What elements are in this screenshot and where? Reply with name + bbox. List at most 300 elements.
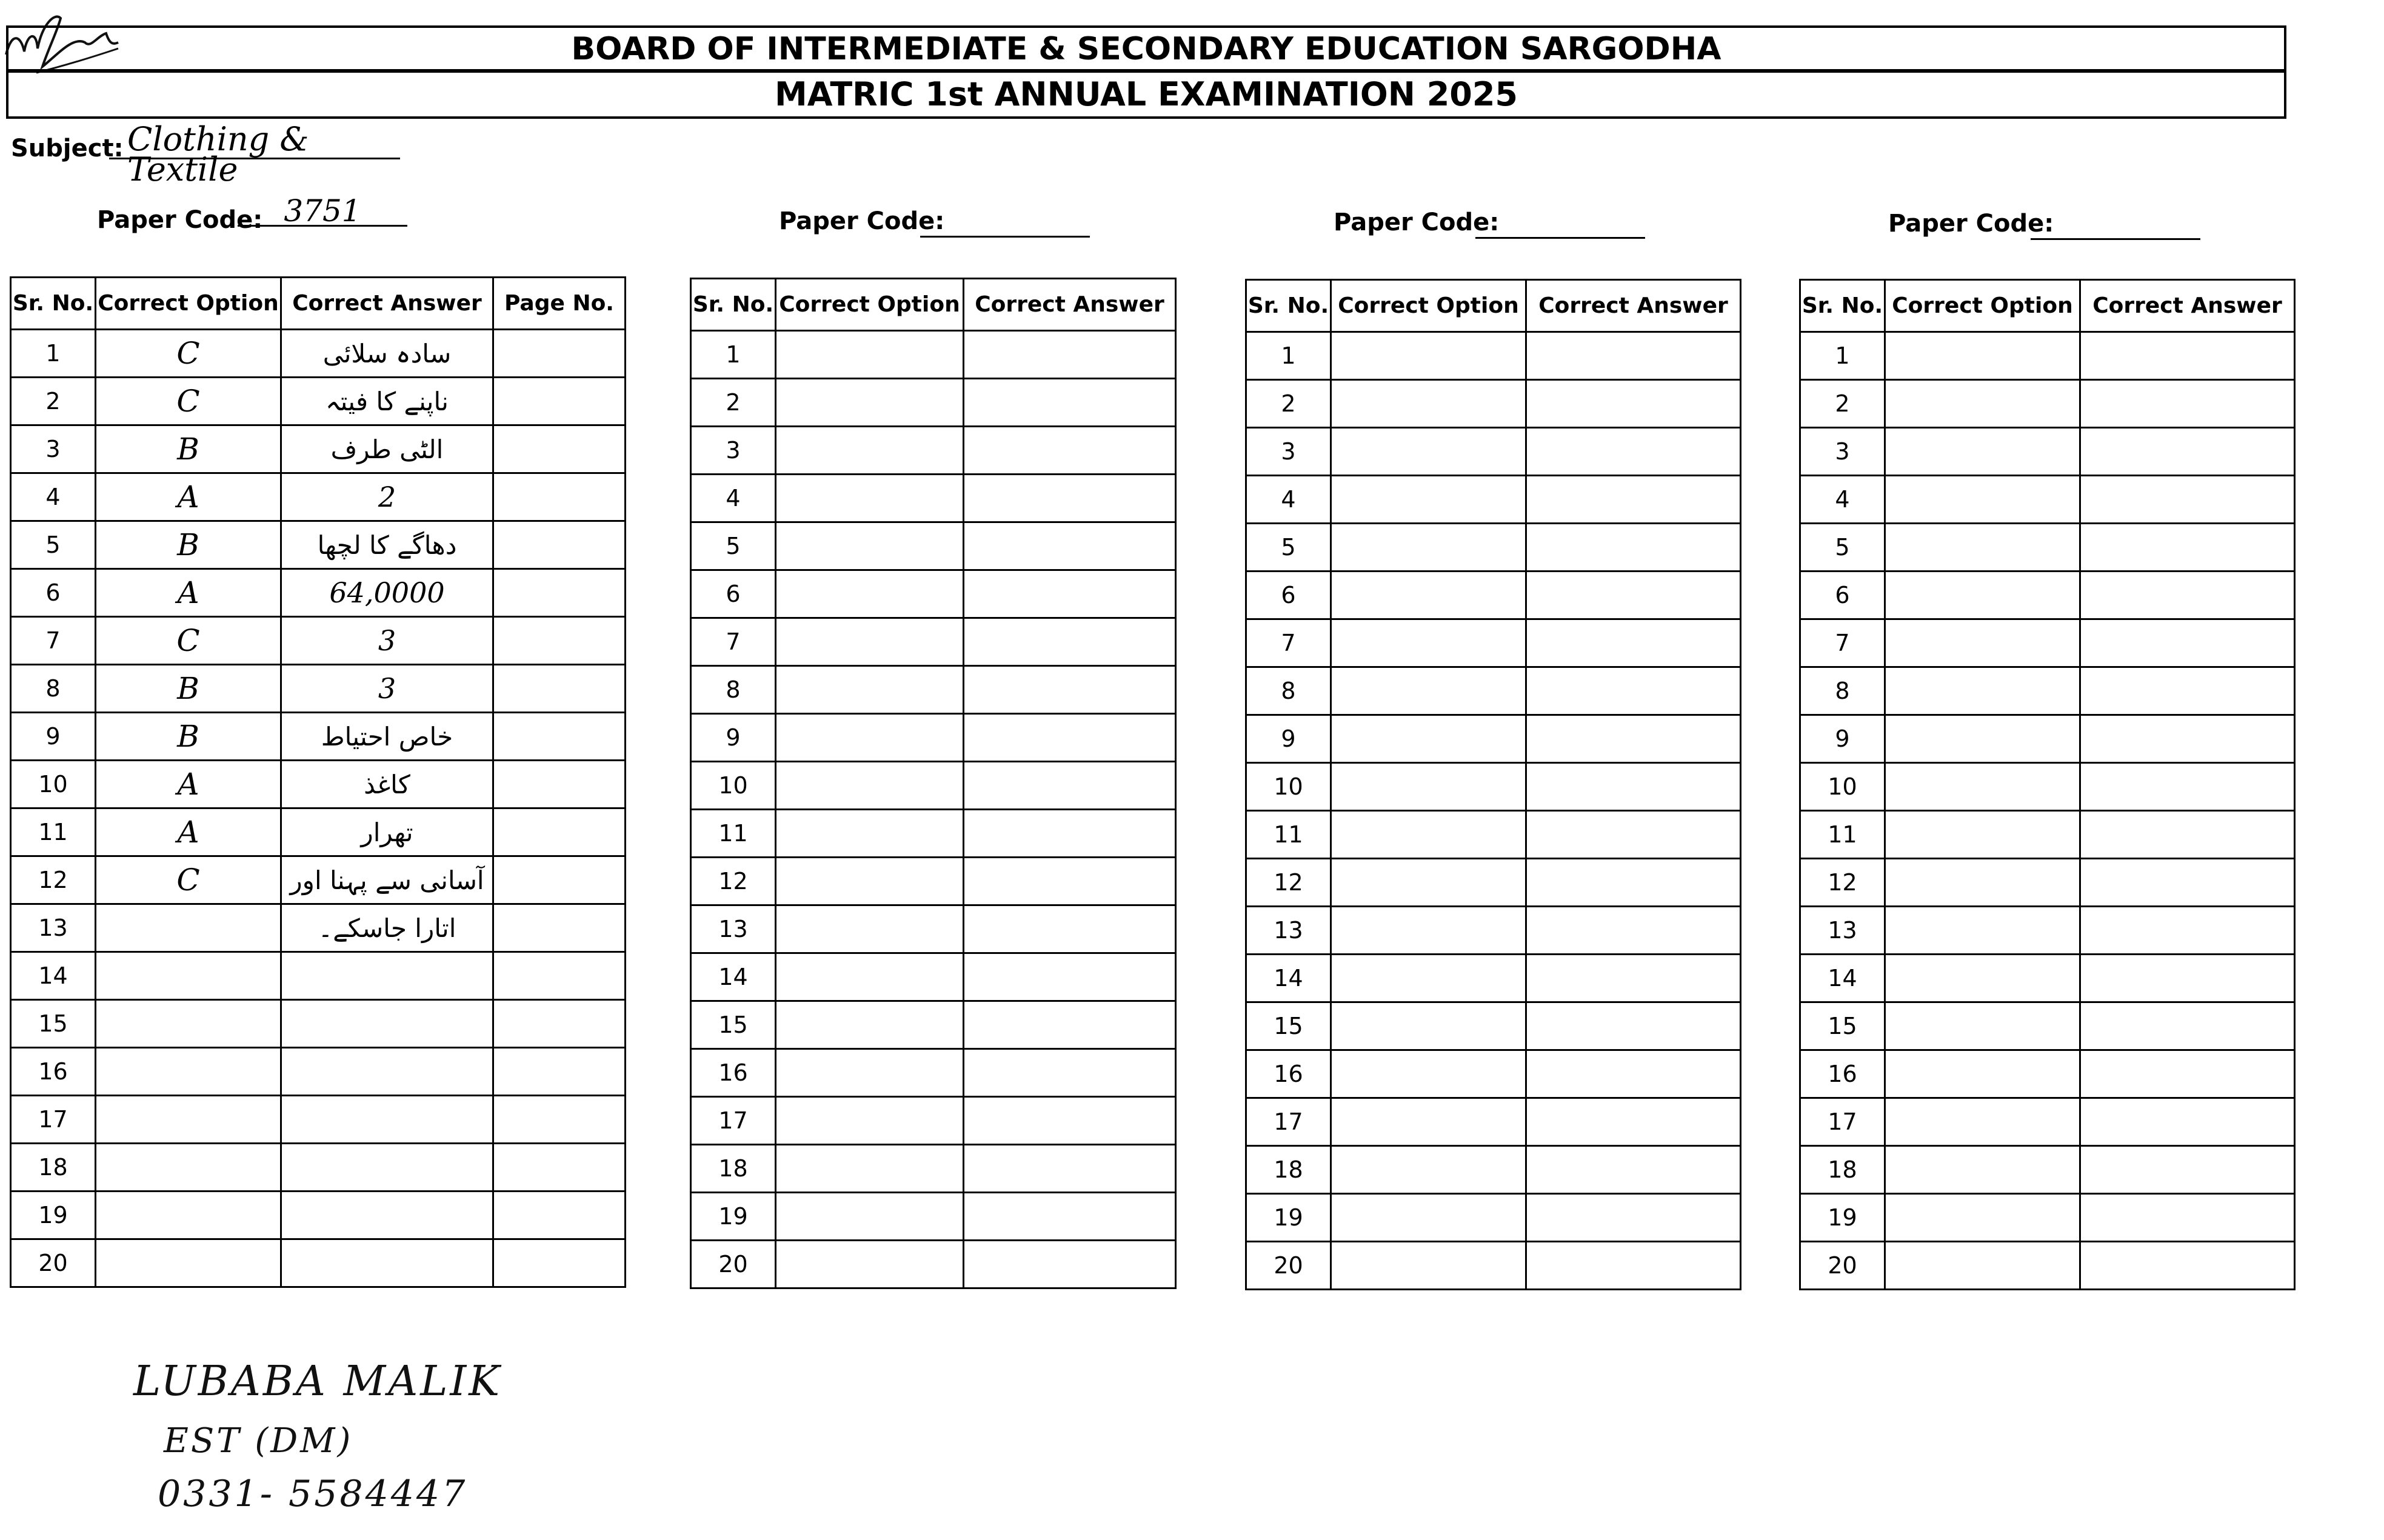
correct-option-cell: B	[96, 665, 281, 713]
correct-option-cell	[776, 522, 964, 570]
correct-option-cell: B	[96, 713, 281, 761]
table-row	[691, 762, 1176, 810]
correct-option-cell	[1331, 667, 1526, 715]
sr-no-cell: 10	[1800, 763, 1885, 811]
page-no-cell	[493, 569, 626, 617]
paper-code-label-1: Paper Code:	[97, 206, 263, 234]
correct-answer-cell	[1526, 1002, 1741, 1050]
table-row	[691, 427, 1176, 475]
sr-no-cell: 10	[691, 762, 776, 810]
table-row	[691, 858, 1176, 905]
correct-answer-cell: تھرار	[281, 808, 493, 856]
page-no-cell	[493, 425, 626, 473]
sr-no-cell: 12	[11, 856, 96, 904]
sr-no-cell: 5	[691, 522, 776, 570]
correct-option-cell	[776, 666, 964, 714]
correct-answer-cell	[2080, 524, 2295, 572]
page-no-cell	[493, 952, 626, 1000]
correct-answer-cell	[1526, 524, 1741, 572]
table-row	[11, 473, 626, 521]
sr-no-cell: 9	[1246, 715, 1331, 763]
correct-answer-cell	[964, 858, 1176, 905]
page-no-cell	[493, 473, 626, 521]
sr-no-cell: 6	[1800, 572, 1885, 619]
table-row	[1800, 619, 2295, 667]
header-sr-no: Sr. No.	[1246, 280, 1331, 332]
paper-code-label-2: Paper Code:	[779, 207, 945, 235]
correct-answer-cell	[964, 427, 1176, 475]
correct-option-cell	[1885, 1194, 2080, 1242]
signer-phone: 0331- 5584447	[158, 1473, 468, 1515]
sr-no-cell: 8	[1246, 667, 1331, 715]
page-no-cell	[493, 856, 626, 904]
table-row	[1246, 715, 1741, 763]
table-row	[1246, 1146, 1741, 1194]
correct-option-cell: B	[96, 521, 281, 569]
sr-no-cell: 11	[11, 808, 96, 856]
correct-answer-cell	[964, 905, 1176, 953]
correct-option-cell	[776, 475, 964, 522]
correct-option-cell	[776, 810, 964, 858]
correct-answer-cell	[1526, 1146, 1741, 1194]
header-sr-no: Sr. No.	[11, 278, 96, 330]
table-row	[691, 1097, 1176, 1145]
correct-answer-cell	[2080, 763, 2295, 811]
correct-option-cell	[1331, 811, 1526, 859]
sr-no-cell: 3	[691, 427, 776, 475]
correct-option-cell	[96, 1144, 281, 1192]
table-row	[1800, 1050, 2295, 1098]
correct-option-cell	[776, 1241, 964, 1288]
table-row	[1246, 476, 1741, 524]
correct-answer-cell	[964, 522, 1176, 570]
correct-answer-cell: دھاگے کا لچھا	[281, 521, 493, 569]
correct-answer-cell	[1526, 907, 1741, 955]
table-row	[1800, 1002, 2295, 1050]
correct-option-cell	[1331, 332, 1526, 380]
page-no-cell	[493, 1239, 626, 1287]
page-no-cell	[493, 1192, 626, 1239]
correct-option-cell: C	[96, 330, 281, 378]
correct-answer-cell: 64,0000	[281, 569, 493, 617]
table-row	[1246, 1002, 1741, 1050]
correct-option-cell	[1885, 619, 2080, 667]
sr-no-cell: 4	[1800, 476, 1885, 524]
table-row	[11, 1144, 626, 1192]
sr-no-cell: 13	[691, 905, 776, 953]
table-row	[1800, 907, 2295, 955]
correct-answer-cell	[2080, 907, 2295, 955]
correct-option-cell	[1885, 524, 2080, 572]
table-row	[11, 569, 626, 617]
correct-option-cell	[776, 331, 964, 379]
correct-option-cell	[1885, 572, 2080, 619]
signer-designation: EST (DM)	[164, 1421, 353, 1461]
table-row	[1246, 428, 1741, 476]
sr-no-cell: 16	[11, 1048, 96, 1096]
table-row	[1800, 572, 2295, 619]
table-row	[11, 713, 626, 761]
subject-label: Subject:	[11, 135, 124, 162]
correct-option-cell: A	[96, 761, 281, 808]
table-row	[1800, 715, 2295, 763]
correct-answer-cell	[1526, 1098, 1741, 1146]
correct-option-cell	[1885, 332, 2080, 380]
correct-option-cell	[776, 618, 964, 666]
table-row	[691, 331, 1176, 379]
correct-option-cell	[1885, 955, 2080, 1002]
correct-option-cell	[776, 905, 964, 953]
correct-option-cell	[1885, 428, 2080, 476]
subject-value: Clothing & Textile	[109, 124, 400, 159]
correct-option-cell	[1331, 428, 1526, 476]
sr-no-cell: 20	[11, 1239, 96, 1287]
table-row	[11, 378, 626, 425]
correct-answer-cell	[1526, 859, 1741, 907]
correct-answer-cell	[2080, 859, 2295, 907]
table-row	[11, 1096, 626, 1144]
correct-option-cell	[1885, 907, 2080, 955]
correct-option-cell	[1885, 811, 2080, 859]
table-row	[11, 617, 626, 665]
correct-answer-cell	[2080, 476, 2295, 524]
correct-answer-cell	[1526, 1194, 1741, 1242]
correct-answer-cell	[2080, 1050, 2295, 1098]
sr-no-cell: 19	[691, 1193, 776, 1241]
sr-no-cell: 18	[11, 1144, 96, 1192]
correct-option-cell	[1331, 572, 1526, 619]
table-row	[691, 1049, 1176, 1097]
page-no-cell	[493, 1096, 626, 1144]
sr-no-cell: 3	[1246, 428, 1331, 476]
table-row	[1800, 1194, 2295, 1242]
correct-answer-cell: آسانی سے پہنا اور	[281, 856, 493, 904]
paper-code-value-4	[2031, 208, 2200, 240]
header-correct-option: Correct Option	[776, 279, 964, 331]
correct-option-cell	[96, 1096, 281, 1144]
paper-code-value-3	[1475, 207, 1645, 239]
correct-answer-cell	[2080, 380, 2295, 428]
page-no-cell	[493, 665, 626, 713]
sr-no-cell: 19	[11, 1192, 96, 1239]
sr-no-cell: 1	[691, 331, 776, 379]
sr-no-cell: 2	[1246, 380, 1331, 428]
correct-option-cell: C	[96, 378, 281, 425]
header-correct-answer: Correct Answer	[1526, 280, 1741, 332]
correct-answer-cell	[2080, 1098, 2295, 1146]
correct-option-cell	[1885, 763, 2080, 811]
sr-no-cell: 14	[691, 953, 776, 1001]
correct-option-cell: C	[96, 856, 281, 904]
page-no-cell	[493, 1048, 626, 1096]
correct-answer-cell	[964, 666, 1176, 714]
correct-answer-cell	[964, 331, 1176, 379]
table-row	[1246, 1194, 1741, 1242]
sr-no-cell: 17	[1800, 1098, 1885, 1146]
correct-option-cell	[96, 904, 281, 952]
correct-answer-cell	[964, 1193, 1176, 1241]
correct-answer-cell	[1526, 811, 1741, 859]
sr-no-cell: 11	[1800, 811, 1885, 859]
correct-answer-cell	[1526, 763, 1741, 811]
correct-answer-cell	[964, 1049, 1176, 1097]
correct-answer-cell	[281, 1144, 493, 1192]
correct-option-cell	[776, 1193, 964, 1241]
sr-no-cell: 7	[11, 617, 96, 665]
signer-name: LUBABA MALIK	[133, 1358, 503, 1405]
correct-answer-cell	[1526, 715, 1741, 763]
correct-option-cell	[1331, 1242, 1526, 1290]
table-row	[691, 810, 1176, 858]
correct-answer-cell	[2080, 1242, 2295, 1290]
sr-no-cell: 18	[1246, 1146, 1331, 1194]
sr-no-cell: 6	[1246, 572, 1331, 619]
correct-answer-cell	[964, 475, 1176, 522]
table-row	[1800, 332, 2295, 380]
correct-option-cell	[776, 953, 964, 1001]
correct-option-cell	[776, 379, 964, 427]
sr-no-cell: 19	[1246, 1194, 1331, 1242]
sr-no-cell: 15	[1246, 1002, 1331, 1050]
table-row	[1246, 332, 1741, 380]
correct-option-cell	[776, 1049, 964, 1097]
correct-option-cell	[96, 952, 281, 1000]
table-row	[11, 761, 626, 808]
sr-no-cell: 20	[691, 1241, 776, 1288]
correct-option-cell	[1331, 1050, 1526, 1098]
table-row	[11, 904, 626, 952]
correct-answer-cell: اتارا جاسکے۔	[281, 904, 493, 952]
exam-title: MATRIC 1st ANNUAL EXAMINATION 2025	[6, 69, 2286, 119]
sr-no-cell: 4	[11, 473, 96, 521]
correct-answer-cell	[1526, 1242, 1741, 1290]
correct-option-cell: A	[96, 808, 281, 856]
table-row	[691, 905, 1176, 953]
correct-option-cell	[96, 1000, 281, 1048]
correct-option-cell: A	[96, 569, 281, 617]
page-no-cell	[493, 1144, 626, 1192]
correct-option-cell: B	[96, 425, 281, 473]
table-row	[11, 521, 626, 569]
table-row	[1800, 1242, 2295, 1290]
sr-no-cell: 17	[11, 1096, 96, 1144]
table-row	[1246, 1050, 1741, 1098]
correct-option-cell	[96, 1192, 281, 1239]
page-no-cell	[493, 330, 626, 378]
sr-no-cell: 16	[1246, 1050, 1331, 1098]
header-correct-answer: Correct Answer	[281, 278, 493, 330]
sr-no-cell: 8	[11, 665, 96, 713]
table-row	[1246, 907, 1741, 955]
correct-answer-cell: 3	[281, 665, 493, 713]
answer-key-table-1	[10, 276, 626, 1288]
table-row	[11, 952, 626, 1000]
page-no-cell	[493, 378, 626, 425]
table-row	[691, 1145, 1176, 1193]
sr-no-cell: 13	[1800, 907, 1885, 955]
table-row	[691, 618, 1176, 666]
correct-option-cell	[1331, 1194, 1526, 1242]
sr-no-cell: 4	[691, 475, 776, 522]
table-row	[11, 1000, 626, 1048]
sr-no-cell: 14	[1800, 955, 1885, 1002]
table-row	[691, 1241, 1176, 1288]
table-row	[11, 665, 626, 713]
correct-option-cell	[776, 714, 964, 762]
board-title: BOARD OF INTERMEDIATE & SECONDARY EDUCATION SARGODHA	[6, 25, 2286, 73]
table-row	[1800, 955, 2295, 1002]
table-row	[691, 475, 1176, 522]
table-row	[11, 425, 626, 473]
table-row	[1246, 811, 1741, 859]
sr-no-cell: 5	[1800, 524, 1885, 572]
correct-option-cell: A	[96, 473, 281, 521]
table-row	[1246, 380, 1741, 428]
correct-answer-cell	[964, 714, 1176, 762]
correct-answer-cell: کاغذ	[281, 761, 493, 808]
answer-key-table-4	[1799, 279, 2296, 1290]
header-correct-option: Correct Option	[1885, 280, 2080, 332]
table-row	[1800, 667, 2295, 715]
sr-no-cell: 1	[1800, 332, 1885, 380]
sr-no-cell: 6	[11, 569, 96, 617]
correct-answer-cell	[964, 618, 1176, 666]
correct-option-cell	[1885, 1002, 2080, 1050]
sr-no-cell: 4	[1246, 476, 1331, 524]
table-row	[691, 953, 1176, 1001]
correct-answer-cell	[964, 1241, 1176, 1288]
table-row	[1246, 1098, 1741, 1146]
correct-option-cell	[776, 1097, 964, 1145]
sr-no-cell: 10	[1246, 763, 1331, 811]
correct-answer-cell: ناپنے کا فیتہ	[281, 378, 493, 425]
correct-option-cell	[1885, 715, 2080, 763]
correct-option-cell	[1331, 715, 1526, 763]
correct-option-cell	[1885, 1146, 2080, 1194]
correct-option-cell	[96, 1048, 281, 1096]
sr-no-cell: 2	[11, 378, 96, 425]
sr-no-cell: 19	[1800, 1194, 1885, 1242]
correct-answer-cell	[281, 1239, 493, 1287]
sr-no-cell: 13	[1246, 907, 1331, 955]
page-no-cell	[493, 1000, 626, 1048]
sr-no-cell: 8	[691, 666, 776, 714]
correct-option-cell	[1331, 524, 1526, 572]
sr-no-cell: 7	[1246, 619, 1331, 667]
correct-answer-cell	[281, 1048, 493, 1096]
header-correct-answer: Correct Answer	[964, 279, 1176, 331]
header-sr-no: Sr. No.	[691, 279, 776, 331]
paper-code-value-2	[920, 206, 1090, 238]
correct-option-cell	[1331, 859, 1526, 907]
paper-code-value-1: 3751	[238, 195, 407, 227]
sr-no-cell: 11	[691, 810, 776, 858]
table-row	[1800, 1098, 2295, 1146]
correct-option-cell	[1331, 619, 1526, 667]
correct-option-cell	[1331, 1098, 1526, 1146]
table-row	[1246, 619, 1741, 667]
correct-answer-cell	[964, 762, 1176, 810]
page-no-cell	[493, 617, 626, 665]
correct-option-cell	[1331, 476, 1526, 524]
table-row	[1246, 524, 1741, 572]
sr-no-cell: 16	[1800, 1050, 1885, 1098]
table-row	[1246, 572, 1741, 619]
correct-option-cell	[1885, 1050, 2080, 1098]
sr-no-cell: 20	[1246, 1242, 1331, 1290]
correct-answer-cell: 2	[281, 473, 493, 521]
correct-answer-cell	[964, 810, 1176, 858]
header-page-no: Page No.	[493, 278, 626, 330]
header-sr-no: Sr. No.	[1800, 280, 1885, 332]
correct-answer-cell	[964, 953, 1176, 1001]
correct-answer-cell	[2080, 715, 2295, 763]
sr-no-cell: 1	[11, 330, 96, 378]
page-no-cell	[493, 808, 626, 856]
correct-answer-cell	[964, 1145, 1176, 1193]
correct-option-cell	[1331, 955, 1526, 1002]
table-row	[691, 570, 1176, 618]
table-row	[1800, 811, 2295, 859]
page-no-cell	[493, 904, 626, 952]
correct-option-cell	[776, 570, 964, 618]
table-row	[1246, 1242, 1741, 1290]
header-correct-answer: Correct Answer	[2080, 280, 2295, 332]
sr-no-cell: 7	[1800, 619, 1885, 667]
sr-no-cell: 18	[1800, 1146, 1885, 1194]
correct-answer-cell	[1526, 619, 1741, 667]
sr-no-cell: 5	[1246, 524, 1331, 572]
table-row	[1800, 380, 2295, 428]
correct-answer-cell	[1526, 476, 1741, 524]
correct-answer-cell	[281, 1000, 493, 1048]
header-correct-option: Correct Option	[96, 278, 281, 330]
sr-no-cell: 20	[1800, 1242, 1885, 1290]
sr-no-cell: 10	[11, 761, 96, 808]
correct-answer-cell	[1526, 1050, 1741, 1098]
correct-answer-cell	[2080, 428, 2295, 476]
correct-option-cell	[1885, 476, 2080, 524]
sr-no-cell: 2	[691, 379, 776, 427]
correct-answer-cell	[1526, 428, 1741, 476]
table-row	[691, 666, 1176, 714]
page-no-cell	[493, 761, 626, 808]
sr-no-cell: 7	[691, 618, 776, 666]
correct-option-cell	[1331, 1002, 1526, 1050]
sr-no-cell: 12	[1246, 859, 1331, 907]
correct-answer-cell	[2080, 572, 2295, 619]
table-row	[1800, 428, 2295, 476]
sr-no-cell: 15	[11, 1000, 96, 1048]
table-row	[1246, 955, 1741, 1002]
correct-answer-cell	[2080, 1002, 2295, 1050]
table-row	[691, 522, 1176, 570]
correct-option-cell	[1885, 380, 2080, 428]
correct-answer-cell	[2080, 332, 2295, 380]
correct-answer-cell	[964, 379, 1176, 427]
table-row	[1800, 1146, 2295, 1194]
table-row	[1800, 476, 2295, 524]
answer-key-table-2	[690, 278, 1177, 1289]
sr-no-cell: 1	[1246, 332, 1331, 380]
correct-answer-cell	[281, 1096, 493, 1144]
correct-answer-cell	[2080, 667, 2295, 715]
sr-no-cell: 9	[11, 713, 96, 761]
correct-option-cell	[776, 1001, 964, 1049]
table-row	[11, 1192, 626, 1239]
correct-answer-cell	[2080, 1194, 2295, 1242]
sr-no-cell: 9	[691, 714, 776, 762]
